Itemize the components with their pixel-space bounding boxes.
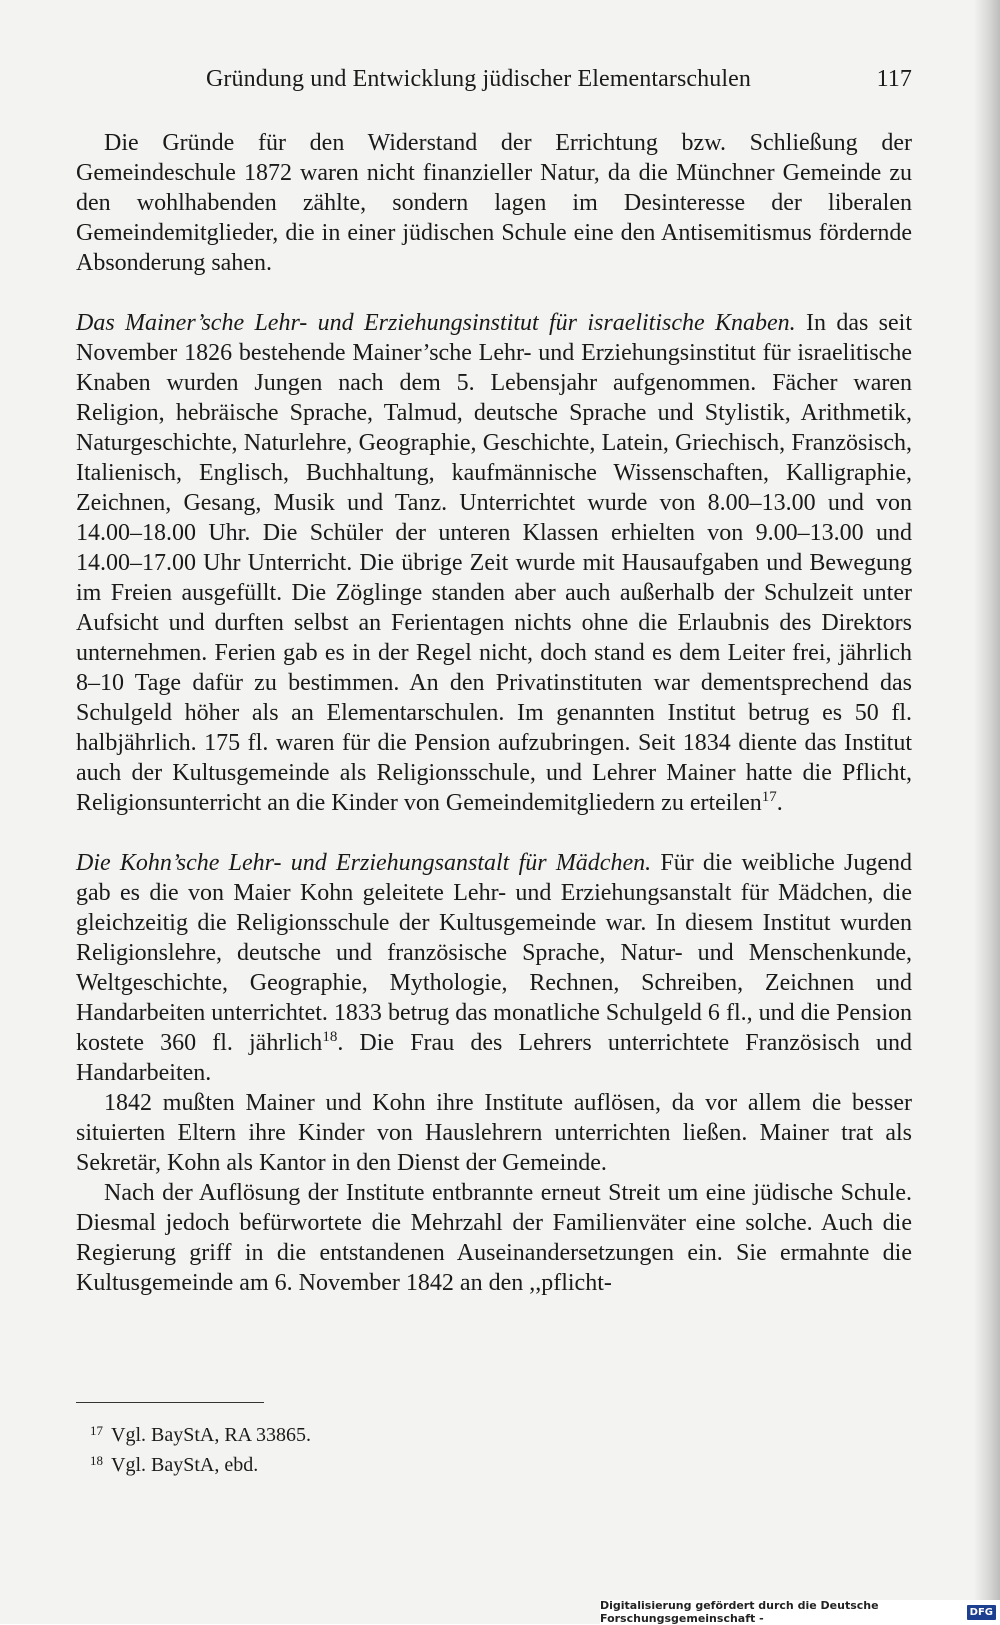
page-number: 117 — [876, 66, 912, 92]
footnote-text: Vgl. BayStA, RA 33865. — [111, 1424, 312, 1446]
page-gutter-shadow — [974, 0, 1000, 1600]
paragraph-text: In das seit November 1826 bestehende Mainer’sche Lehr- und Erziehungsinstitut für israelitische Knaben wurden Jungen nach dem 5. Lebensjahr aufgenommen. Fächer waren Religion, hebräische Sprache, Talmud, deutsche Sprache und Stylistik, Arithmetik, Naturgeschichte, Naturlehre, Geographie, Geschichte, Latein, Griechisch, Französisch, Italienisch, Englisch, Buchhaltung, kaufmännische Wissenschaften, Kalligraphie, Zeichnen, Gesang, Musik und Tanz. Unterrichtet wurde von 8.00–13.00 und von 14.00–18.00 Uhr. Die Schüler der unteren Klassen erhielten von 9.00–13.00 und 14.00–17.00 Uhr Unterricht. Die übrige Zeit wurde mit Hausaufgaben und Bewegung im Freien ausgefüllt. Die Zöglinge standen aber auch außerhalb der Schulzeit unter Aufsicht und durften selbst an Ferientagen nichts ohne die Erlaubnis des Direktors unternehmen. Ferien gab es in der Regel nicht, doch stand es dem Leiter frei, jährlich 8–10 Tage dafür zu bestimmen. An den Privatinstituten war dementsprechend das Schulgeld höher als an Elementarschulen. Im genannten Institut betrug es 50 fl. halbjährlich. 175 fl. waren für die Pension aufzubringen. Seit 1834 diente das Institut auch der Kultusgemeinde als Religionsschule, und Lehrer Mainer hatte die Pflicht, Religionsunterricht an die Kinder von Gemeindemitgliedern zu erteilen — [76, 310, 913, 816]
section-heading: Das Mainer’sche Lehr- und Erziehungsinstitut für israelitische Knaben. — [76, 310, 796, 336]
running-head — [76, 66, 912, 106]
paragraph-text: Die Gründe für den Widerstand der Errichtung bzw. Schließung der Gemeindeschule 1872 waren nicht finanzieller Natur, da die Münchner Gemeinde zu den wohlhabenden zählte, sondern lagen im Desinteresse der liberalen Gemeindemitglieder, die in einer jüdischen Schule eine den Antisemitismus fördernde Absonderung sahen. — [76, 130, 912, 276]
section-heading: Die Kohn’sche Lehr- und Erziehungsanstalt für Mädchen. — [76, 850, 652, 876]
paragraph — [76, 1088, 912, 1178]
paragraph — [76, 308, 912, 818]
paragraph-tail: . Die Frau des Lehrers unterrichtete Französisch und Handarbeiten. — [76, 1030, 912, 1086]
footnote-divider — [76, 1402, 264, 1403]
footnote — [90, 1418, 910, 1448]
funding-text: Digitalisierung gefördert durch die Deutsche Forschungsgemeinschaft - — [600, 1599, 879, 1625]
paragraph-tail: . — [776, 790, 783, 816]
paragraph — [76, 848, 912, 1088]
footnote — [90, 1448, 910, 1478]
funding-notice — [600, 1600, 1000, 1624]
footnote-number: 17 — [90, 1423, 103, 1438]
footnote-ref: 17 — [761, 789, 777, 805]
paragraph — [76, 1178, 912, 1298]
body-text — [76, 128, 912, 1298]
footnotes — [90, 1418, 910, 1478]
paragraph-text: Für die weibliche Jugend gab es die von Maier Kohn geleitete Lehr- und Erziehungsanstalt für Mädchen, die gleichzeitig die Religionsschule der Kultusgemeinde war. In diesem Institut wurden Religionslehre, deutsche und französische Sprache, Natur- und Menschenkunde, Weltgeschichte, Geographie, Mythologie, Rechnen, Schreiben, Zeichnen und Handarbeiten unterrichtet. 1833 betrug das monatliche Schulgeld 6 fl., und die Pension kostete 360 fl. jährlich — [76, 850, 912, 1056]
paragraph — [76, 128, 912, 278]
footnote-ref: 18 — [322, 1029, 338, 1045]
running-title: Gründung und Entwicklung jüdischer Elementarschulen — [206, 66, 751, 92]
footnote-number: 18 — [90, 1453, 103, 1468]
paragraph-text: Nach der Auflösung der Institute entbrannte erneut Streit um eine jüdische Schule. Diesmal jedoch befürwortete die Mehrzahl der Familienväter eine solche. Auch die Regierung griff in die entstandenen Auseinandersetzungen ein. Sie ermahnte die Kultusgemeinde am 6. November 1842 an den ,,pflicht- — [76, 1180, 912, 1296]
dfg-logo: DFG — [967, 1605, 996, 1620]
paragraph-text: 1842 mußten Mainer und Kohn ihre Institute auflösen, da vor allem die besser situierten Eltern ihre Kinder von Hauslehrern unterrichten ließen. Mainer trat als Sekretär, Kohn als Kantor in den Dienst der Gemeinde. — [76, 1090, 912, 1176]
footnote-text: Vgl. BayStA, ebd. — [111, 1454, 259, 1476]
